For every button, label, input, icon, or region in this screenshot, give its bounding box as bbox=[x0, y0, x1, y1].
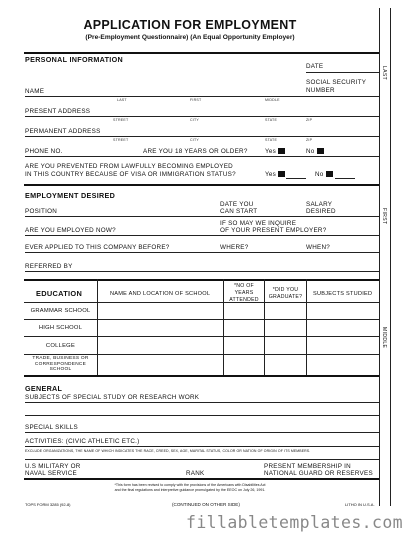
permanent-sub-street: STREET bbox=[113, 138, 129, 142]
edu-row-trade-3: SCHOOL bbox=[49, 367, 72, 373]
ever-applied-label: EVER APPLIED TO THIS COMPANY BEFORE? bbox=[25, 244, 170, 251]
edu-col-years-3: ATTENDED bbox=[229, 297, 259, 303]
inquire-label-1: IF SO MAY WE INQUIRE bbox=[220, 220, 297, 227]
present-sub-street: STREET bbox=[113, 118, 129, 122]
rank-label: RANK bbox=[186, 470, 205, 477]
activities-field[interactable] bbox=[25, 446, 379, 447]
military-label-1: U.S MILITARY OR bbox=[25, 463, 81, 470]
edu-row-line-2 bbox=[24, 336, 379, 337]
present-sub-zip: ZIP bbox=[306, 118, 313, 122]
when-label: WHEN? bbox=[306, 244, 330, 251]
personal-bottom-rule bbox=[24, 184, 379, 186]
continued-note: (CONTINUED ON OTHER SIDE) bbox=[172, 502, 240, 507]
military-label-2: NAVAL SERVICE bbox=[25, 470, 78, 477]
phone-field[interactable] bbox=[25, 156, 379, 157]
age-question: ARE YOU 18 YEARS OR OLDER? bbox=[143, 148, 248, 155]
salary-label-2: DESIRED bbox=[306, 208, 336, 215]
membership-label-1: PRESENT MEMBERSHIP IN bbox=[264, 463, 351, 470]
special-skills-field[interactable] bbox=[25, 432, 379, 433]
edu-col-grad-1: *DID YOU bbox=[272, 287, 299, 293]
visa-no[interactable] bbox=[315, 171, 333, 178]
date-start-label-1: DATE YOU bbox=[220, 201, 254, 208]
permanent-address-label: PERMANENT ADDRESS bbox=[25, 128, 101, 135]
education-top-rule bbox=[24, 279, 379, 281]
special-study-field[interactable] bbox=[25, 402, 379, 403]
edu-row-trade bbox=[24, 356, 97, 373]
form-number: TOPS FORM 3285 (92-8) bbox=[25, 502, 71, 507]
edu-row-high: HIGH SCHOOL bbox=[38, 325, 83, 331]
edu-col-years-2: YEARS bbox=[234, 290, 254, 296]
side-label-middle: MIDDLE bbox=[381, 327, 387, 349]
visa-yes[interactable] bbox=[265, 171, 285, 178]
present-address-label: PRESENT ADDRESS bbox=[25, 108, 91, 115]
permanent-sub-state: STATE bbox=[265, 138, 278, 142]
edu-row-grammar: GRAMMAR SCHOOL bbox=[30, 308, 91, 314]
date-field[interactable] bbox=[306, 72, 379, 73]
edu-row-trade-2: CORRESPONDENCE bbox=[34, 361, 87, 367]
name-label: NAME bbox=[25, 88, 45, 95]
edu-row-college: COLLEGE bbox=[45, 343, 76, 349]
age-no-label: No bbox=[306, 148, 315, 155]
edu-header-line bbox=[24, 302, 379, 303]
permanent-sub-zip: ZIP bbox=[306, 138, 313, 142]
edu-row-line-1 bbox=[24, 319, 379, 320]
age-no-checkbox[interactable] bbox=[317, 148, 324, 154]
referred-by-field[interactable] bbox=[25, 271, 379, 272]
exclude-note: EXCLUDE ORGANIZATIONS, THE NAME OF WHICH INDICATES THE RACE, CREED, SEX, AGE, MARITAL STATUS, COLOR OR NATION OF ORIGIN OF ITS MEMBERS. bbox=[25, 449, 311, 453]
special-study-field-2[interactable] bbox=[25, 415, 379, 416]
side-label-last: LAST bbox=[381, 66, 387, 81]
watermark: fillabletemplates.com bbox=[185, 513, 403, 532]
age-no[interactable] bbox=[306, 148, 324, 155]
membership-label-2: NATIONAL GUARD OR RESERVES bbox=[264, 470, 373, 477]
edu-col-grad bbox=[265, 287, 306, 301]
visa-yes-line bbox=[286, 178, 306, 179]
referred-by-label: REFERRED BY bbox=[25, 263, 73, 270]
special-skills-label: SPECIAL SKILLS bbox=[25, 424, 78, 431]
permanent-sub-city: CITY bbox=[190, 138, 199, 142]
inquire-label-2: OF YOUR PRESENT EMPLOYER? bbox=[220, 227, 327, 234]
right-rail-line bbox=[379, 8, 380, 506]
general-bottom-rule bbox=[24, 478, 379, 480]
form-title: APPLICATION FOR EMPLOYMENT bbox=[83, 18, 297, 32]
salary-label-1: SALARY bbox=[306, 201, 333, 208]
header-rule bbox=[24, 52, 379, 54]
age-yes-checkbox[interactable] bbox=[278, 148, 285, 154]
date-start-label-2: CAN START bbox=[220, 208, 258, 215]
edu-col-line-4 bbox=[306, 279, 307, 375]
where-label: WHERE? bbox=[220, 244, 249, 251]
activities-field-2[interactable] bbox=[25, 459, 379, 460]
age-yes-label: Yes bbox=[265, 148, 277, 155]
visa-no-label: No bbox=[315, 171, 324, 178]
edu-col-years-1: *NO OF bbox=[234, 283, 254, 289]
edu-col-line-1 bbox=[97, 279, 98, 375]
ssn-label-1: SOCIAL SECURITY bbox=[306, 79, 367, 86]
edu-row-trade-1: TRADE, BUSINESS OR bbox=[32, 356, 89, 361]
special-study-label: SUBJECTS OF SPECIAL STUDY OR RESEARCH WORK bbox=[25, 394, 200, 401]
ada-note-2: and the final regulations and interpretive guidance promulgated by the EEOC on July 26, 1991. bbox=[114, 488, 266, 492]
phone-label: PHONE NO. bbox=[25, 148, 63, 155]
section-personal-heading: PERSONAL INFORMATION bbox=[25, 55, 123, 64]
position-field[interactable] bbox=[25, 216, 379, 217]
section-general-heading: GENERAL bbox=[25, 384, 63, 393]
edu-col-name: NAME AND LOCATION OF SCHOOL bbox=[110, 291, 211, 297]
name-sub-first: FIRST bbox=[190, 98, 202, 102]
activities-label: ACTIVITIES: (CIVIC ATHLETIC ETC.) bbox=[25, 438, 140, 445]
section-employment-heading: EMPLOYMENT DESIRED bbox=[25, 191, 116, 200]
date-label: DATE bbox=[306, 63, 324, 70]
ever-applied-field[interactable] bbox=[25, 252, 379, 253]
right-rail-line-outer bbox=[390, 8, 391, 506]
education-bottom-rule bbox=[24, 375, 379, 377]
visa-question-1: ARE YOU PREVENTED FROM LAWFULLY BECOMING EMPLOYED bbox=[25, 163, 233, 170]
employed-now-field[interactable] bbox=[25, 235, 379, 236]
permanent-address-field[interactable] bbox=[25, 136, 379, 137]
form-subtitle: (Pre-Employment Questionnaire) (An Equal Opportunity Employer) bbox=[85, 34, 295, 41]
name-sub-last: LAST bbox=[117, 98, 127, 102]
litho-note: LITHO IN U.S.A. bbox=[345, 502, 375, 507]
present-sub-city: CITY bbox=[190, 118, 199, 122]
edu-col-years bbox=[224, 283, 264, 304]
visa-yes-label: Yes bbox=[265, 171, 277, 178]
name-sub-middle: MIDDLE bbox=[265, 98, 280, 102]
ssn-label-2: NUMBER bbox=[306, 87, 335, 94]
name-field[interactable] bbox=[25, 96, 379, 97]
age-yes[interactable] bbox=[265, 148, 285, 155]
edu-col-subjects: SUBJECTS STUDIED bbox=[313, 291, 373, 297]
position-label: POSITION bbox=[25, 208, 58, 215]
visa-question-2: IN THIS COUNTRY BECAUSE OF VISA OR IMMIGRATION STATUS? bbox=[25, 171, 236, 178]
employed-now-label: ARE YOU EMPLOYED NOW? bbox=[25, 227, 116, 234]
visa-yes-checkbox[interactable] bbox=[278, 171, 285, 177]
edu-col-grad-2: GRADUATE? bbox=[268, 294, 303, 300]
visa-no-line bbox=[335, 178, 355, 179]
present-sub-state: STATE bbox=[265, 118, 278, 122]
edu-row-line-3 bbox=[24, 354, 379, 355]
education-heading: EDUCATION bbox=[36, 289, 83, 298]
present-address-field[interactable] bbox=[25, 116, 379, 117]
side-label-first: FIRST bbox=[381, 208, 387, 225]
ada-note-1: *This form has been revised to comply with the provisions of the Americans with Disabilities Act bbox=[114, 483, 266, 487]
visa-no-checkbox[interactable] bbox=[326, 171, 333, 177]
